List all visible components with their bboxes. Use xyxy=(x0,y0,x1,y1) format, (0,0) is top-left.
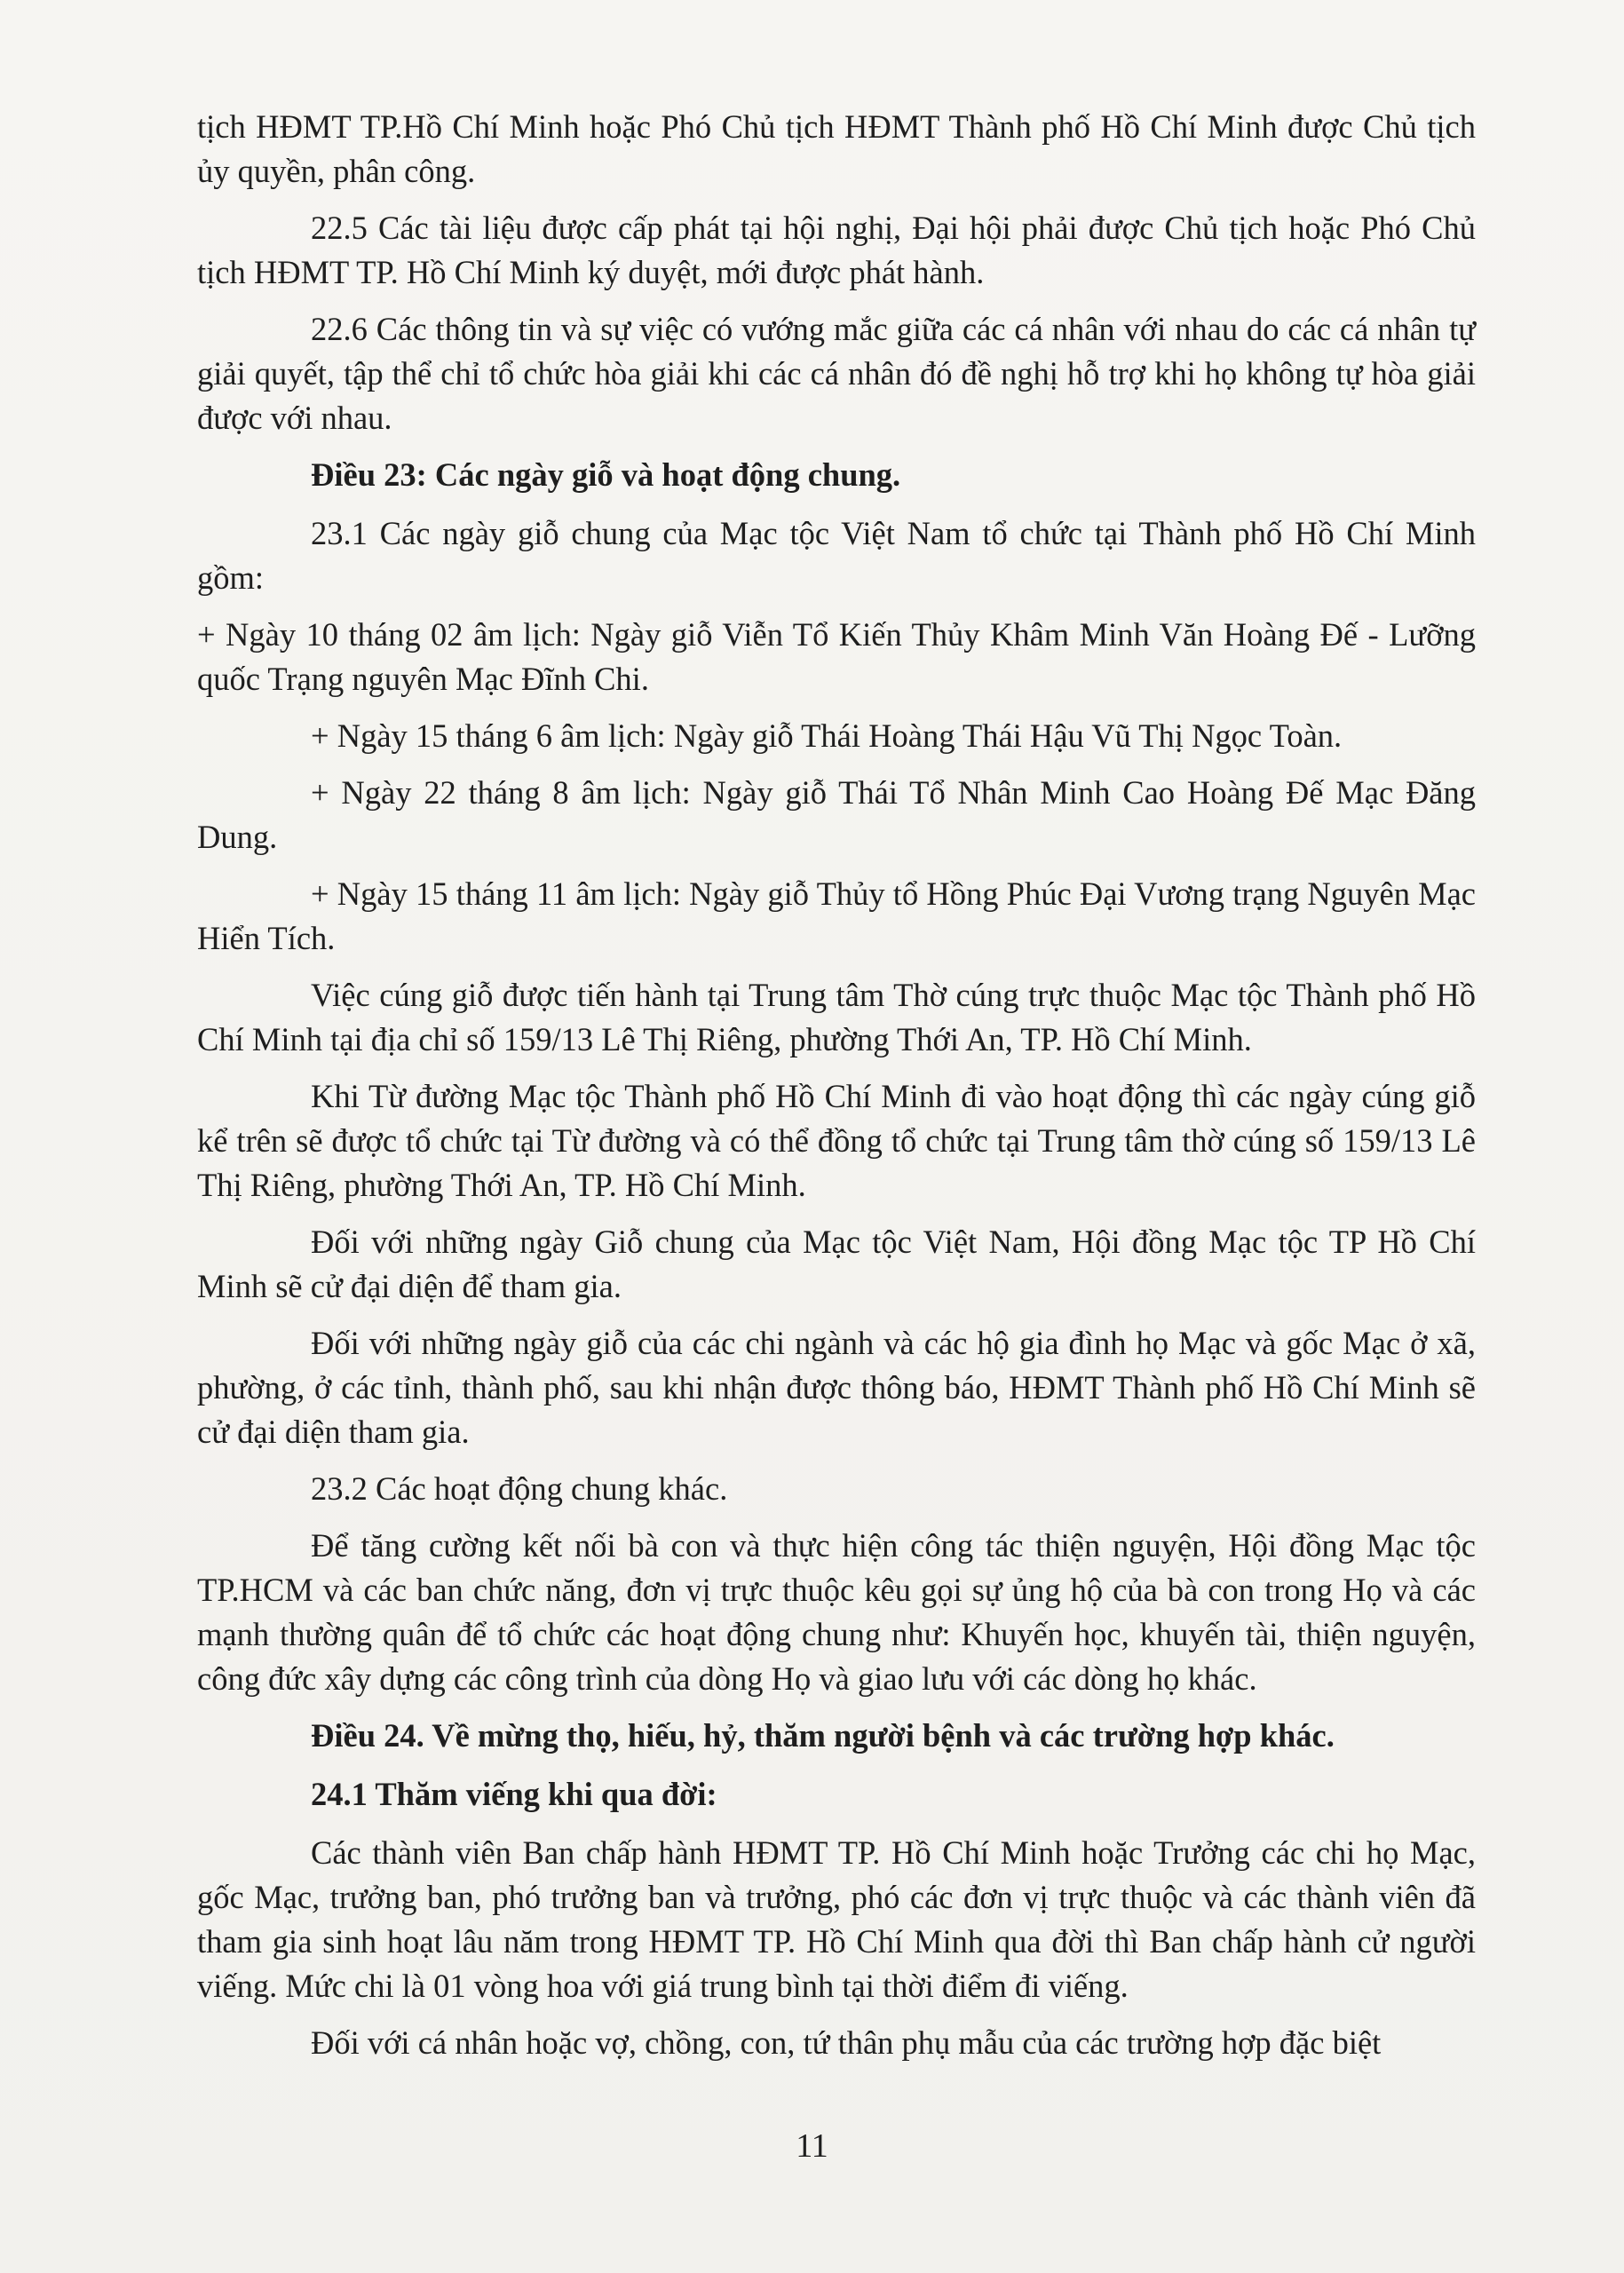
paragraph-common-anniversaries: Đối với những ngày Giỗ chung của Mạc tộc Việt Nam, Hội đồng Mạc tộc TP Hồ Chí Minh sẽ cử đại diện để tham gia. xyxy=(197,1224,1476,1304)
paragraph-22-6: 22.6 Các thông tin và sự việc có vướng mắc giữa các cá nhân với nhau do các cá nhân tự giải quyết, tập thể chỉ tổ chức hòa giải khi các cá nhân đó đề nghị hỗ trợ khi họ không tự hòa giải được với nhau. xyxy=(197,311,1476,436)
paragraph-22-5: 22.5 Các tài liệu được cấp phát tại hội nghị, Đại hội phải được Chủ tịch hoặc Phó Chủ tịch HĐMT TP. Hồ Chí Minh ký duyệt, mới được phát hành. xyxy=(197,210,1476,290)
paragraph-worship-location: Việc cúng giỗ được tiến hành tại Trung tâm Thờ cúng trực thuộc Mạc tộc Thành phố Hồ Chí Minh tại địa chỉ số 159/13 Lê Thị Riêng, phường Thới An, TP. Hồ Chí Minh. xyxy=(197,977,1476,1057)
page-number: 11 xyxy=(796,2127,828,2165)
paragraph-condolence-members: Các thành viên Ban chấp hành HĐMT TP. Hồ Chí Minh hoặc Trưởng các chi họ Mạc, gốc Mạc, trưởng ban, phó trưởng ban và trưởng, phó các đơn vị trực thuộc và các thành viên đã tham gia sinh hoạt lâu năm trong HĐMT TP. Hồ Chí Minh qua đời thì Ban chấp hành cử người viếng. Mức chi là 01 vòng hoa với giá trung bình tại thời điểm đi viếng. xyxy=(197,1834,1476,2004)
list-item-anniversary-3: + Ngày 22 tháng 8 âm lịch: Ngày giỗ Thái Tổ Nhân Minh Cao Hoàng Đế Mạc Đăng Dung. xyxy=(197,774,1476,855)
paragraph-23-1: 23.1 Các ngày giỗ chung của Mạc tộc Việt Nam tổ chức tại Thành phố Hồ Chí Minh gồm: xyxy=(197,515,1476,596)
list-item-anniversary-1: + Ngày 10 tháng 02 âm lịch: Ngày giỗ Viễn Tổ Kiến Thủy Khâm Minh Văn Hoàng Đế - Lưỡng quốc Trạng nguyên Mạc Đĩnh Chi. xyxy=(197,616,1476,697)
paragraph-special-cases: Đối với cá nhân hoặc vợ, chồng, con, tứ thân phụ mẫu của các trường hợp đặc biệt xyxy=(311,2024,1382,2061)
paragraph-22-4-continued: tịch HĐMT TP.Hồ Chí Minh hoặc Phó Chủ tịch HĐMT Thành phố Hồ Chí Minh được Chủ tịch ủy quyền, phân công. xyxy=(197,108,1476,189)
list-item-anniversary-4: + Ngày 15 tháng 11 âm lịch: Ngày giỗ Thủy tổ Hồng Phúc Đại Vương trạng Nguyên Mạc Hiển Tích. xyxy=(197,875,1476,956)
heading-article-24: Điều 24. Về mừng thọ, hiếu, hỷ, thăm người bệnh và các trường hợp khác. xyxy=(311,1717,1335,1754)
heading-article-23: Điều 23: Các ngày giỗ và hoạt động chung. xyxy=(311,456,901,493)
paragraph-23-2: 23.2 Các hoạt động chung khác. xyxy=(311,1470,728,1507)
heading-24-1: 24.1 Thăm viếng khi qua đời: xyxy=(311,1776,717,1812)
paragraph-branch-anniversaries: Đối với những ngày giỗ của các chi ngành và các hộ gia đình họ Mạc và gốc Mạc ở xã, phường, ở các tỉnh, thành phố, sau khi nhận được thông báo, HĐMT Thành phố Hồ Chí Minh sẽ cử đại diện tham gia. xyxy=(197,1325,1476,1450)
paragraph-ancestral-hall: Khi Từ đường Mạc tộc Thành phố Hồ Chí Minh đi vào hoạt động thì các ngày cúng giỗ kể trên sẽ được tổ chức tại Từ đường và có thể đồng tổ chức tại Trung tâm thờ cúng số 159/13 Lê Thị Riêng, phường Thới An, TP. Hồ Chí Minh. xyxy=(197,1078,1476,1203)
list-item-anniversary-2: + Ngày 15 tháng 6 âm lịch: Ngày giỗ Thái Hoàng Thái Hậu Vũ Thị Ngọc Toàn. xyxy=(311,717,1343,754)
document-body xyxy=(197,105,1476,2078)
paragraph-common-activities: Để tăng cường kết nối bà con và thực hiện công tác thiện nguyện, Hội đồng Mạc tộc TP.HCM và các ban chức năng, đơn vị trực thuộc kêu gọi sự ủng hộ của bà con trong Họ và các mạnh thường quân để tổ chức các hoạt động chung như: Khuyến học, khuyến tài, thiện nguyện, công đức xây dựng các công trình của dòng Họ và giao lưu với các dòng họ khác. xyxy=(197,1527,1476,1697)
